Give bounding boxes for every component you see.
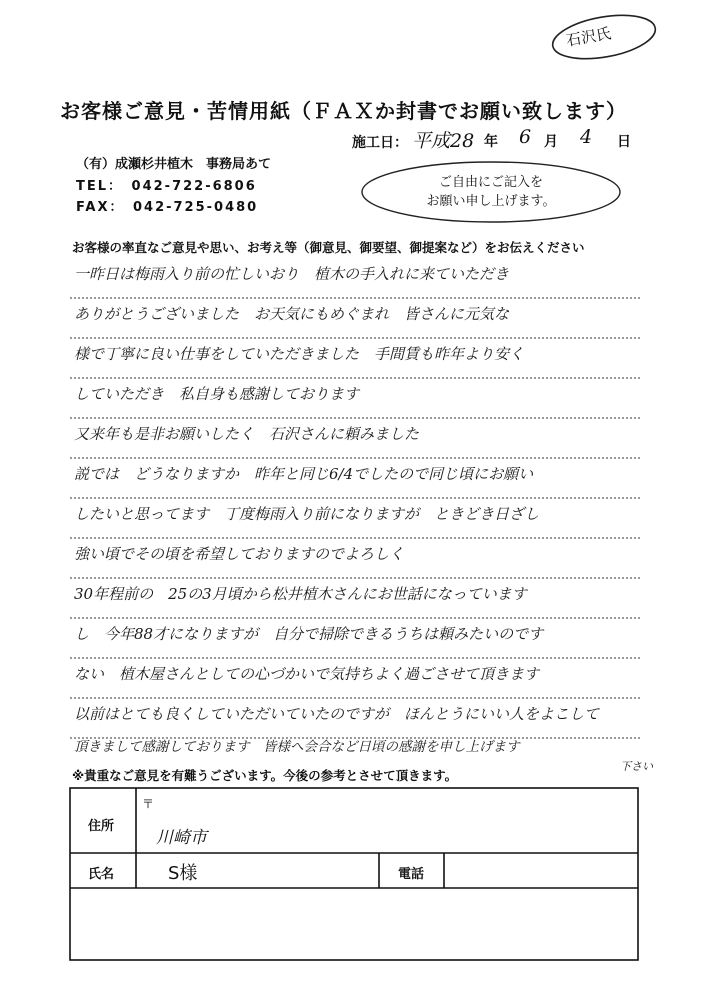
bubble-line-1: ご自由にご記入を	[438, 175, 543, 190]
bubble-line-2: お願い申し上げます。	[426, 194, 556, 209]
customer-info-table	[69, 787, 639, 961]
handwritten-line: し 今年88才になりますが 自分で掃除できるうちは頼みたいのです	[74, 625, 544, 643]
handwritten-line: 以前はとても良くしていただいていたのですが ほんとうにいい人をよこして	[74, 705, 600, 723]
postal-mark: 〒	[142, 797, 155, 811]
bubble-text	[360, 173, 622, 211]
date-era: 平成28	[412, 130, 475, 152]
date-day-unit: 日	[617, 134, 631, 150]
address-label: 住所	[88, 819, 115, 834]
handwritten-line: 一昨日は梅雨入り前の忙しいおり 植木の手入れに来ていただき	[74, 265, 510, 283]
handwritten-line: 強い頃でその頃を希望しておりますのでよろしく	[74, 545, 405, 563]
form-title: お客様ご意見・苦情用紙（ＦＡＸか封書でお願い致します）	[60, 99, 627, 123]
handwritten-line: 又来年も是非お願いしたく 石沢さんに頼みました	[74, 425, 420, 443]
handwritten-line: 30年程前の 25の3月頃から松井植木さんにお世話になっています	[74, 585, 527, 603]
handwritten-line: 頂きまして感謝しております 皆様へ会合など日頃の感謝を申し上げます	[74, 739, 520, 755]
date-year-unit: 年	[484, 134, 498, 150]
company-name: （有）成瀬杉井植木 事務局あて	[76, 157, 272, 172]
date-month-unit: 月	[544, 134, 558, 150]
handwritten-line: していただき 私自身も感謝しております	[74, 385, 360, 403]
footer-note: ※貴重なご意見を有難うございます。今後の参考とさせて頂きます。	[72, 768, 458, 783]
handwritten-line: したいと思ってます 丁度梅雨入り前になりますが ときどき日ざし	[74, 505, 540, 523]
comment-prompt: お客様の率直なご意見や思い、お考え等（御意見、御要望、御提案など）をお伝えください	[72, 240, 585, 255]
handwritten-line: 説では どうなりますか 昨年と同じ6/4でしたので同じ頃にお願い	[74, 465, 534, 483]
date-day: 4	[580, 126, 593, 148]
date-month: 6	[519, 126, 532, 148]
handwritten-suffix: 下さい	[620, 760, 653, 773]
name-label: 氏名	[88, 867, 115, 882]
date-label: 施工日：	[352, 135, 408, 151]
address-value: 川崎市	[156, 828, 207, 848]
handwritten-line: ありがとうございました お天気にもめぐまれ 皆さんに元気な	[74, 305, 510, 323]
phone-label: 電話	[398, 867, 425, 882]
handwritten-line: 様で丁寧に良い仕事をしていただきました 手間賃も昨年より安く	[74, 345, 525, 363]
customer-name: S様	[168, 863, 198, 884]
handwritten-line: ない 植木屋さんとしての心づかいで気持ちよく過ごさせて頂きます	[74, 665, 540, 683]
stamp-text: 石沢氏	[564, 24, 613, 50]
tel-number: TEL： 042-722-6806	[76, 179, 257, 194]
fax-number: FAX： 042-725-0480	[76, 200, 259, 215]
